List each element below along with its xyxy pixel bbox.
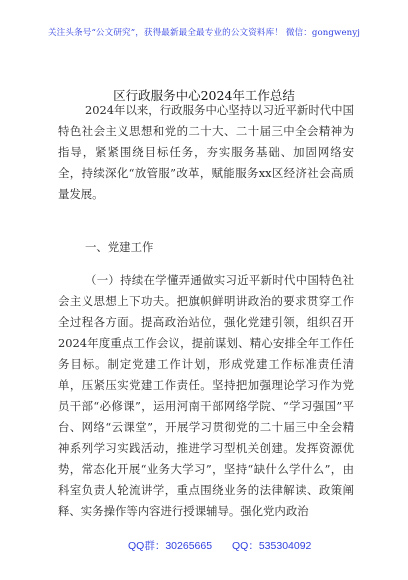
intro-paragraph: 2024年以来，行政服务中心坚持以习近平新时代中国特色社会主义思想和党的二十大、二十届三中全会精神为指导，紧紧围绕目标任务，夯实服务基础、加固网络安全，持续深化“放管服”改革，赋能服务xx区经济社会高质量发展。 <box>58 103 354 201</box>
footer-qq-contact: QQ：535304092 <box>232 540 312 552</box>
document-title: 区行政服务中心2024年工作总结 <box>113 88 295 103</box>
footer-qq-group: QQ群：30265665 <box>128 540 213 552</box>
body-paragraph: （一）持续在学懂弄通做实习近平新时代中国特色社会主义思想上下功夫。把旗帜鲜明讲政治的要求贯穿工作全过程各方面。提高政治站位，强化党建引领，组织召开2024年度重点工作会议，提前谋划、精心安排全年工作任务目标。制定党建工作计划，形成党建工作标准责任清单，压紧压实党建工作责任。坚持把加强理论学习作为党员干部“必修课”，运用河南干部网络学院、“学习强国”平台、网络“云课堂”，开展学习贯彻党的二十届三中全会精神系列学习实践活动，推进学习型机关创建。发挥资源优势，常态化开展“业务大学习”，坚持“缺什么学什么”，由科室负责人轮流讲学，重点围绕业务的法律解读、政策阐释、实务操作等内容进行授课辅导。强化党内政治 <box>58 273 354 518</box>
section-heading: 一、党建工作 <box>85 240 154 254</box>
footer <box>0 538 408 552</box>
header-banner: 关注头条号“公文研究”，获得最新最全最专业的公文资料库！ 微信：gongwenyj <box>47 28 361 38</box>
